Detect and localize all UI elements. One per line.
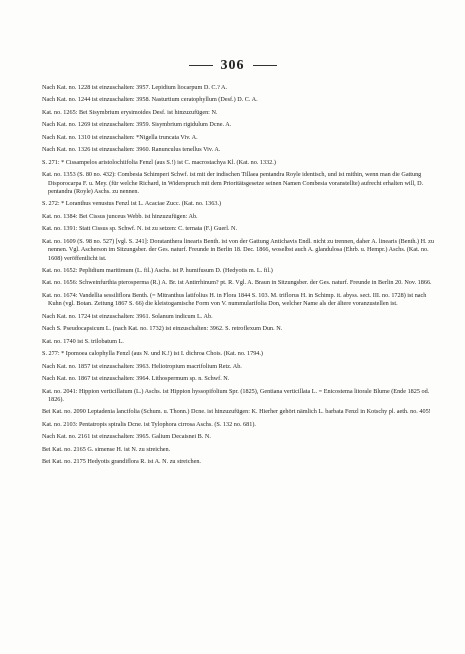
entry-line: Nach Kat. no. 1867 ist einzuschalten: 3964. Lithospermum sp. n. Schwf. N. <box>42 375 230 383</box>
entry-line: Nach Kat. no. 1724 ist einzuschalten: 3961. Solanum indicum L. Ab. <box>42 312 213 320</box>
page-body <box>42 84 440 471</box>
entry-line: Nach S. Pseudocapsicum L. (nach Kat. no. 1732) ist einzuschalten: 3962. S. retroflexum Dun. N. <box>42 325 283 333</box>
entry-line: Nach Kat. no. 1857 ist einzuschalten: 3963. Heliotropium macrifolium Retz. Ab. <box>42 362 242 370</box>
entry-paragraph: Kat. no. 2041: Hippion verticillatum (L.) Aschs. ist Hippion hyssopifolium Spr. (1825), Gentiana verticillata L. = Enicostema litorale Blume (Ende 1825 od. 1826). <box>42 387 430 403</box>
entry-line: Nach Kat. no. 1269 ist einzuschalten: 3959. Sisymbrium rigidulum Dcne. A. <box>42 121 232 129</box>
entry-line: S. 277: * Ipomoea calophylla Fenzl (aus N. und K.!) ist I. dichroa Chois. (Kat. no. 1794.) <box>42 350 263 358</box>
right-rule <box>253 65 277 66</box>
entry-paragraph: Kat. no. 1353 (S. 80 no. 432): Combesia Schimperi Schwf. ist mit der indischen Tillaea pentandra Royle identisch, und ist mithin, wenn man die Gattung Disporocarpa F. u. Mey. (für welche Richard, in Widerspruch mit dem Prioritätsgesetze seinen Namen Combesia voranstellte) aufrecht erhalten will, D. pentandra (Royle) Aschs. zu nennen. <box>42 171 424 195</box>
entry-line: S. 271: * Cissampelos aristolochiifolia Fenzl (aus S.!) ist C. macrostachya Kl. (Kat. no. 1332.) <box>42 158 276 166</box>
entry-line: Nach Kat. no. 1310 ist einzuschalten: *Nigella truncata Viv. A. <box>42 133 198 141</box>
entry-line: Bei Kat. no. 2165 G. simense H. ist N. zu streichen. <box>42 445 171 453</box>
entry-line: Kat. no. 1384: Bei Cissus junceus Webb. ist hinzuzufügen: Ab. <box>42 212 198 220</box>
entry-line: Kat. no. 1652: Peplidium maritimum (L. fil.) Aschs. ist P. humifusum D. (Hedyotis m. L. fil.) <box>42 267 273 274</box>
entry-paragraph: Kat. no. 1656: Schweinfurthia pterosperma (R.) A. Br. ist Antirrhinum? pt. R. Vgl. A. Braun in Sitzungsber. der Ges. naturf. Freunde in Berlin 20. Nov. 1866. <box>42 279 432 287</box>
left-rule <box>189 65 213 66</box>
page-number: 306 <box>220 58 245 73</box>
entry-paragraph: Kat. no. 1674: Vandellia sessiliflora Benth. (= Mitranthus latifolius H. in Flora 1844 S. 103. M. triflorus H. in Schimp. it. abyss. sect. III. no. 1728) ist nach Kuhn (vgl. Botan. Zeitung 1867 S. 66) die kleistogamische Form von V. nummularifolia Don, welcher Name als der ältere voranzustellen ist. <box>42 291 427 308</box>
entry-line: Nach Kat. no. 1244 ist einzuschalten: 3958. Nasturtium ceratophyllum (Desf.) D. C. A. <box>42 96 258 104</box>
entry-paragraph: Kat. no. 1609 (S. 98 no. 527) [vgl. S. 241]: Doratanthera linearis Benth. ist von der Gattung Antichavis Endl. nicht zu trennen, daher A. linearis (Benth.) H. zu nennen. Vgl. Ascherson im Sitzungsber. der Ges. naturf. Freunde in Berlin 18. Dec. 1866, woselbst auch A. glandulosa (Ehrb. u. Hempr.) Aschs. (Kat. no. 1608) veröffentlicht ist. <box>42 237 434 262</box>
entry-line: Kat. no. 2103: Pentatropis spiralis Dcne. ist Tylophora cirrosa Aschs. (S. 132 no. 681). <box>42 420 256 428</box>
entry-line: Bei Kat. no. 2175 Hedyotis grandiflora R. ist A. N. zu streichen. <box>42 458 201 466</box>
page-header <box>0 56 465 74</box>
entry-paragraph: Bei Kat. no. 2090 Leptadenia lancifolia (Schum. u. Thonn.) Dcne. ist hinzuzufügen: K. Hierher gehört nämlich L. barbata Fenzl in Kotschy pl. aeth. no. 405! <box>42 408 431 416</box>
entry-line: Kat. no. 1265: Bei Sisymbrium erysimoides Desf. ist hinzuzufügen: N. <box>42 108 218 116</box>
entry-line: Kat. no. 1740 ist S. trilobatum L. <box>42 337 124 345</box>
entry-line: S. 272: * Loranthus venustus Fenzl ist L. Acaciae Zucc. (Kat. no. 1363.) <box>42 200 222 208</box>
entry-line: Nach Kat. no. 1228 ist einzuschalten: 3957. Lepidium liocarpum D. C.? A. <box>42 84 228 91</box>
entry-line: Nach Kat. no. 2161 ist einzuschalten: 3965. Galium Decaisnei B. N. <box>42 433 211 441</box>
entry-line: Nach Kat. no. 1326 ist einzuschalten: 3960. Ranunculus tenellus Viv. A. <box>42 146 221 154</box>
entry-line: Kat. no. 1391: Statt Cissus sp. Schwf. N. ist zu setzen: C. ternata (F.) Guerl. N. <box>42 225 238 233</box>
